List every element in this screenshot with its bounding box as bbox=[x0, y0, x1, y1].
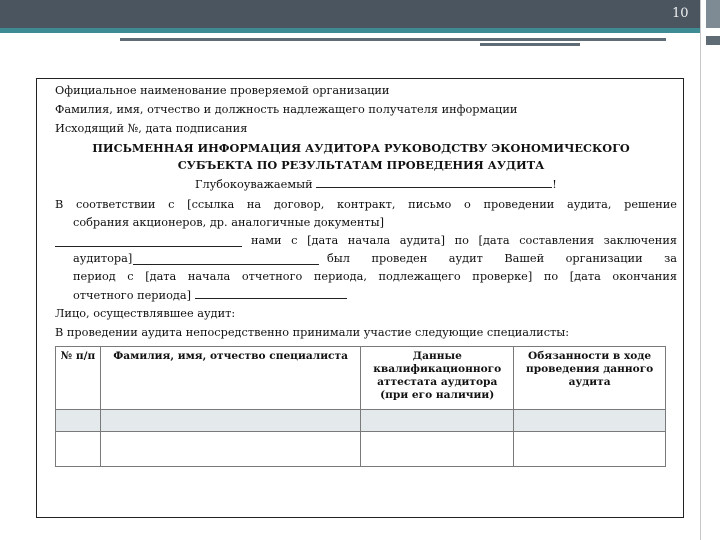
body-line5: период с [дата начала отчетного периода, подлежащего проверке] по [дата окончания bbox=[73, 270, 677, 283]
table-cell bbox=[100, 410, 360, 432]
accent-line-short bbox=[480, 43, 580, 46]
table-cell bbox=[361, 410, 514, 432]
greeting-exclamation: ! bbox=[552, 178, 557, 191]
right-divider-line bbox=[700, 0, 701, 540]
header-number: № п/п bbox=[56, 347, 101, 410]
specialists-table bbox=[55, 346, 666, 467]
table-cell bbox=[100, 432, 360, 467]
table-cell bbox=[56, 410, 101, 432]
greeting-text: Глубокоуважаемый bbox=[195, 178, 313, 191]
header-certificate: Данные квалификационного аттестата аудитора (при его наличии) bbox=[361, 347, 514, 410]
greeting bbox=[195, 176, 557, 193]
header-full-name: Фамилия, имя, отчество специалиста bbox=[100, 347, 360, 410]
body-line1: В соответствии с [ссылка на договор, контракт, письмо о проведении аудита, решение bbox=[55, 198, 677, 211]
auditor-name-blank bbox=[133, 253, 319, 265]
table-cell bbox=[514, 410, 666, 432]
body-line2: собрания акционеров, др. аналогичные документы] bbox=[73, 216, 385, 229]
table-row bbox=[56, 410, 666, 432]
table-cell bbox=[514, 432, 666, 467]
period-end-blank bbox=[195, 287, 347, 299]
body-line6 bbox=[73, 287, 347, 304]
body-line4-end: был проведен аудит Вашей организации за bbox=[327, 252, 677, 265]
header-duties: Обязанности в ходе проведения данного аудита bbox=[514, 347, 666, 410]
document-title-line1: ПИСЬМЕННАЯ ИНФОРМАЦИЯ АУДИТОРА РУКОВОДСТВУ ЭКОНОМИЧЕСКОГО bbox=[92, 141, 630, 155]
auditor-line: Лицо, осуществлявшее аудит: bbox=[55, 307, 236, 320]
org-name-line: Официальное наименование проверяемой организации bbox=[55, 84, 390, 97]
table-cell bbox=[56, 432, 101, 467]
table-header-row bbox=[56, 347, 666, 410]
period-end-text: отчетного периода] bbox=[73, 289, 191, 302]
documents-blank bbox=[55, 235, 242, 247]
recipient-line: Фамилия, имя, отчество и должность надлежащего получателя информации bbox=[55, 103, 518, 116]
body-line3: нами с [дата начала аудита] по [дата составления заключения bbox=[251, 234, 677, 247]
document-title-line2: СУБЪЕКТА ПО РЕЗУЛЬТАТАМ ПРОВЕДЕНИЯ АУДИТА bbox=[177, 158, 545, 172]
corner-decoration-top bbox=[706, 0, 720, 28]
document-frame bbox=[36, 78, 684, 518]
accent-line-long bbox=[120, 38, 666, 41]
table-cell bbox=[361, 432, 514, 467]
outgoing-number-line: Исходящий №, дата подписания bbox=[55, 122, 248, 135]
corner-decoration-bottom bbox=[706, 36, 720, 45]
header-accent-stripe bbox=[0, 28, 700, 33]
header-bar bbox=[0, 0, 700, 28]
specialists-intro: В проведении аудита непосредственно принимали участие следующие специалисты: bbox=[55, 326, 570, 339]
body-line4-start: аудитора] bbox=[73, 252, 133, 265]
slide-number: 10 bbox=[672, 6, 689, 21]
table-row bbox=[56, 432, 666, 467]
addressee-blank bbox=[316, 176, 552, 188]
